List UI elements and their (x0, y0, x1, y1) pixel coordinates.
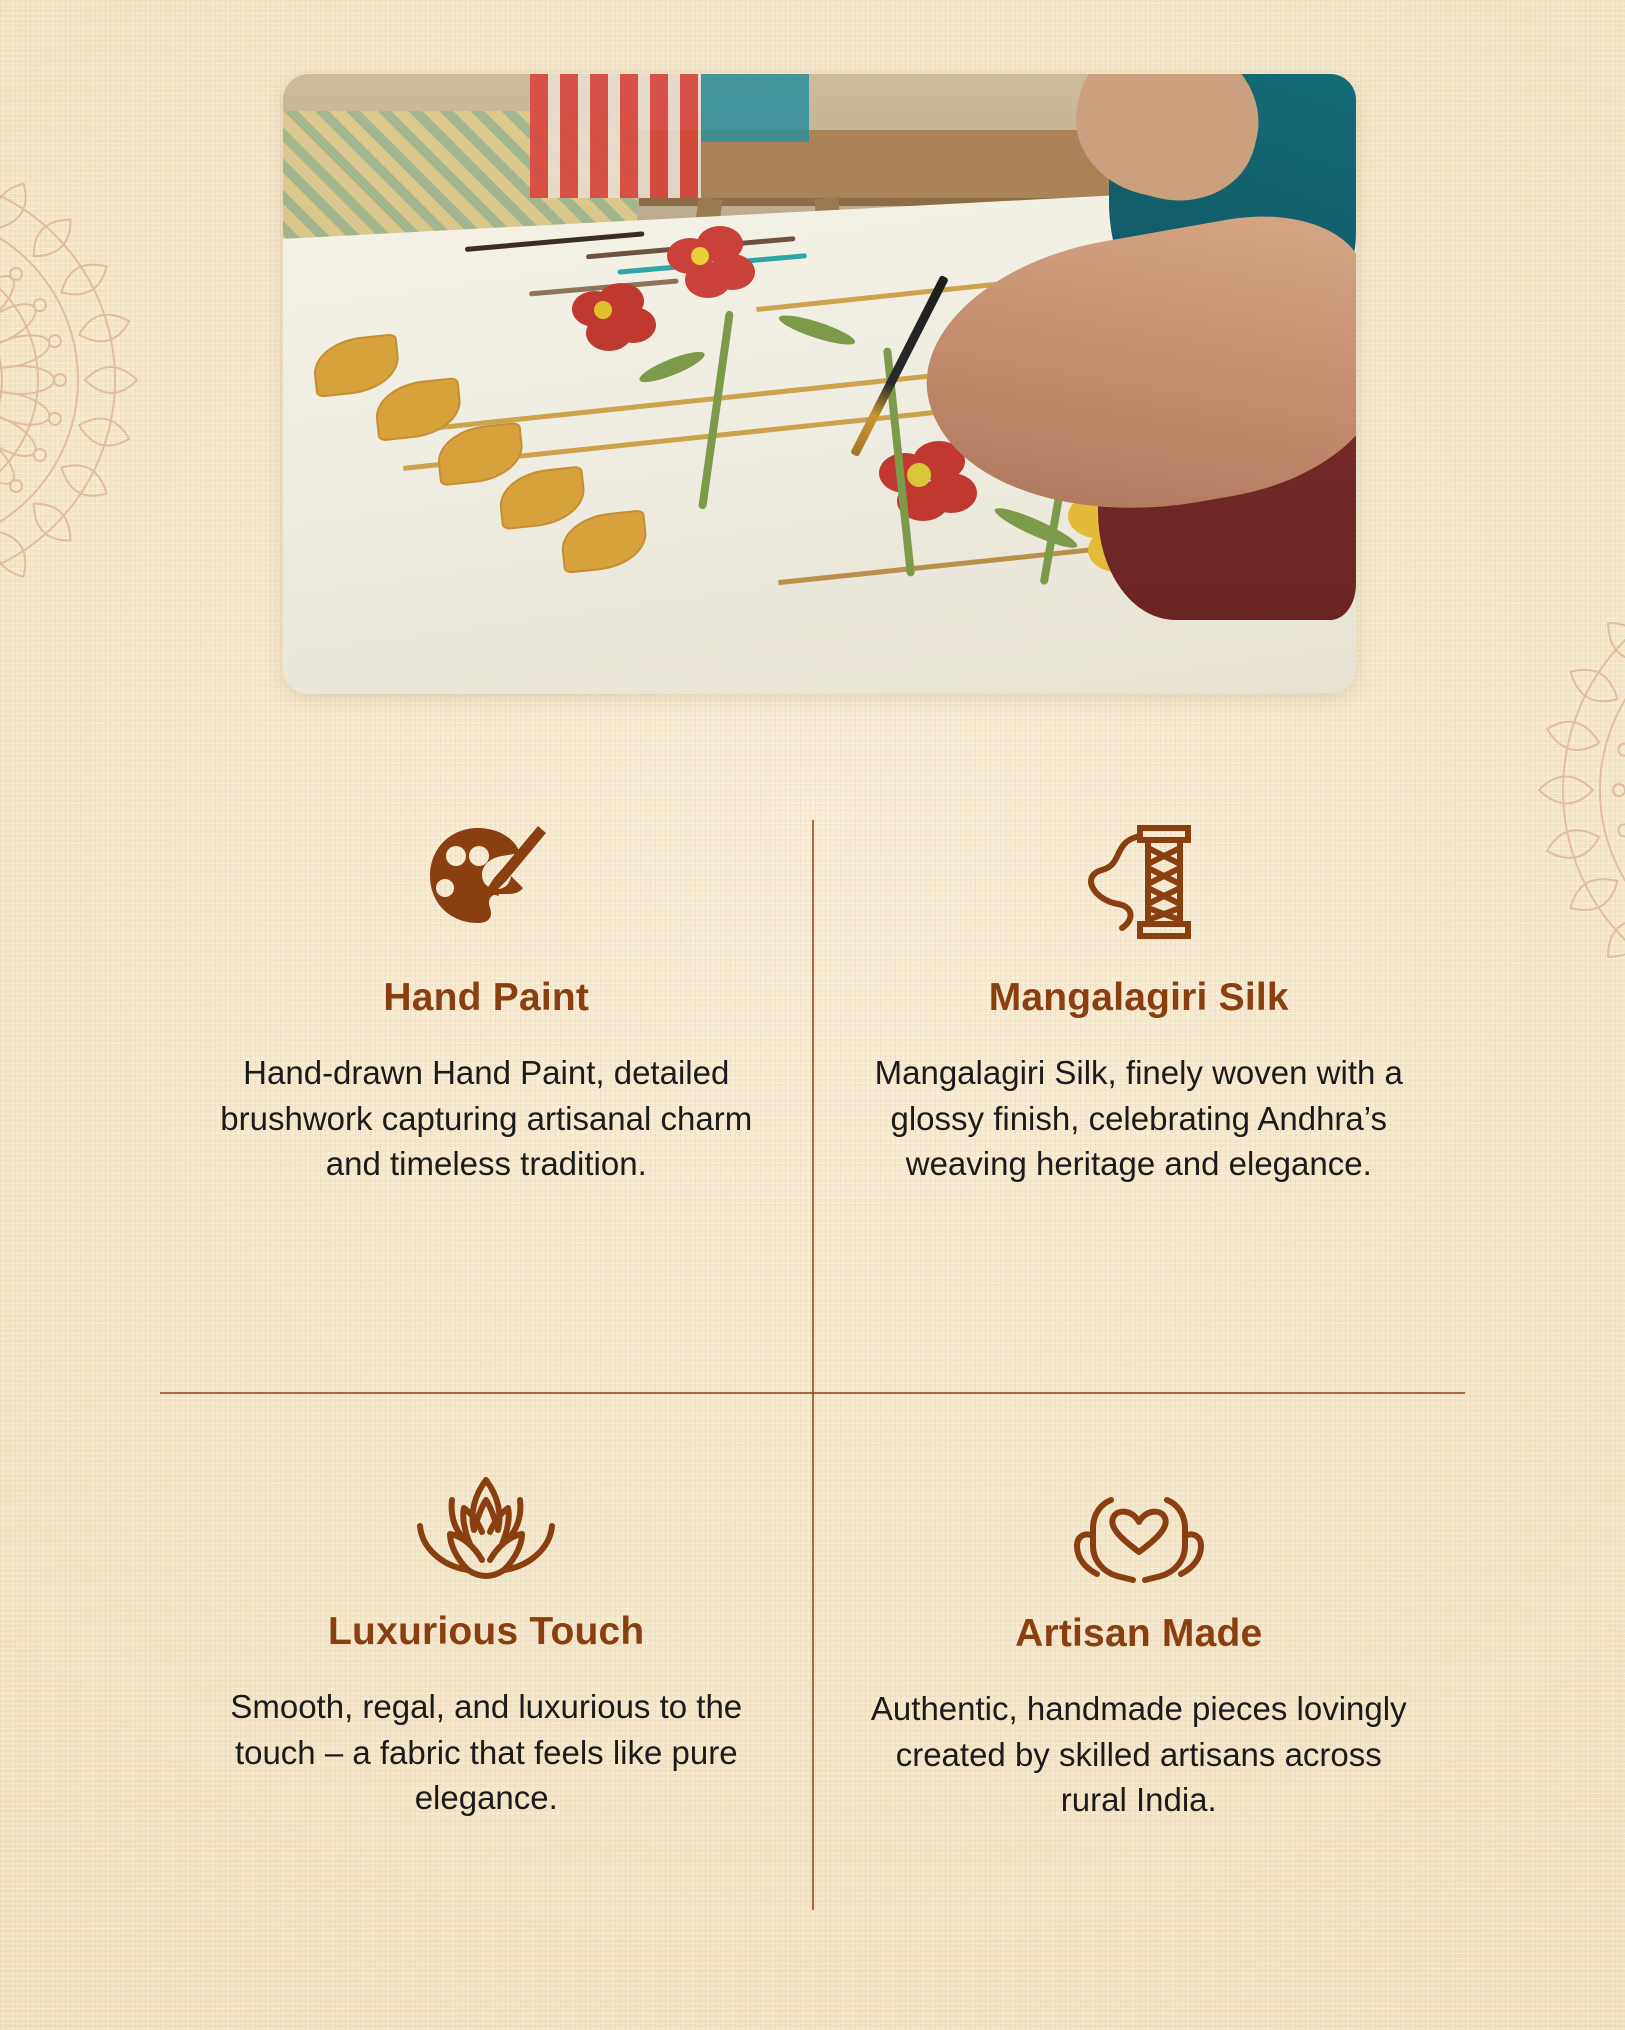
lotus-icon (412, 1474, 560, 1582)
feature-title: Luxurious Touch (328, 1610, 645, 1653)
feature-card-mangalagiri-silk (813, 800, 1466, 1392)
feature-card-luxurious-touch (160, 1392, 813, 1930)
features-section (160, 800, 1465, 1930)
painted-leaf-band (302, 289, 737, 609)
feature-description: Hand-drawn Hand Paint, detailed brushwork capturing artisanal charm and timeless tradition. (220, 1054, 753, 1183)
hero-image (283, 74, 1356, 694)
feature-card-hand-paint (160, 800, 813, 1392)
thread-spool-icon (1078, 820, 1200, 948)
feature-description: Authentic, handmade pieces lovingly created by skilled artisans across rural India. (870, 1690, 1407, 1819)
mandala-ornament-left (0, 120, 270, 640)
feature-card-artisan-made (813, 1392, 1466, 1930)
feature-title: Hand Paint (383, 976, 590, 1019)
feature-description: Mangalagiri Silk, finely woven with a glossy finish, celebrating Andhra’s weaving heritage and elegance. (874, 1054, 1403, 1183)
hands-heart-icon (1071, 1474, 1207, 1584)
palette-icon (420, 820, 552, 948)
feature-title: Mangalagiri Silk (988, 976, 1289, 1019)
feature-description: Smooth, regal, and luxurious to the touch – a fabric that feels like pure elegance. (230, 1688, 743, 1817)
feature-title: Artisan Made (1015, 1612, 1263, 1655)
